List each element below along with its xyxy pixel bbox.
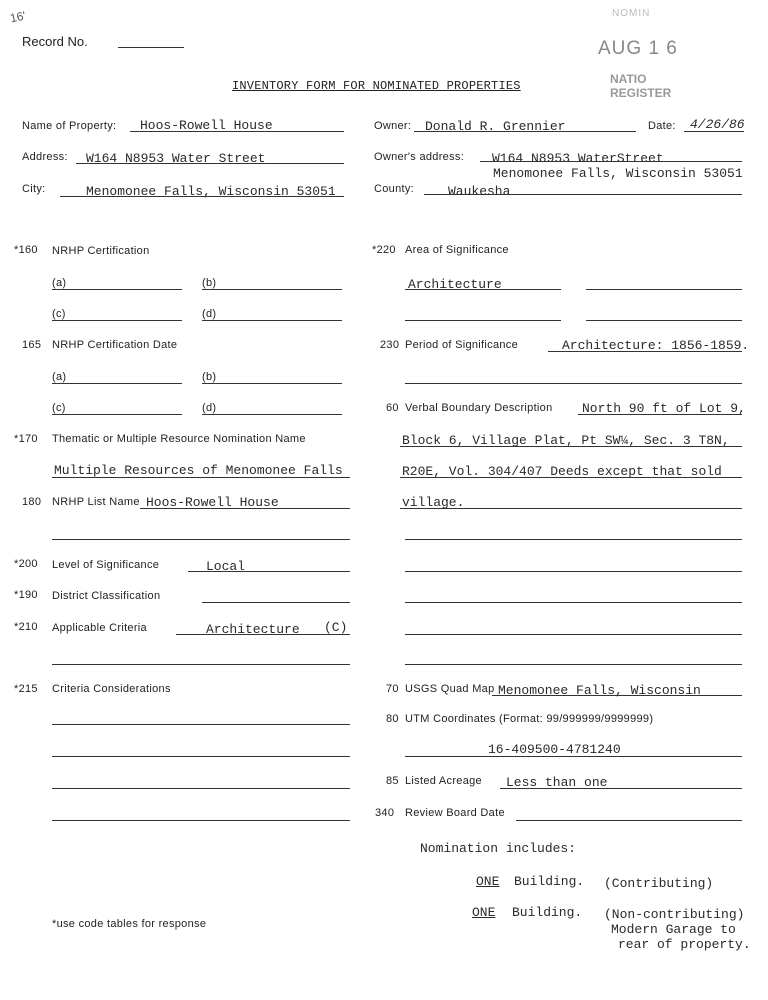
name-line	[130, 131, 344, 132]
owner-address-line	[480, 161, 742, 162]
f220-line-2a	[405, 320, 561, 321]
f160-a-line	[52, 289, 182, 290]
f165-d-label: (d)	[202, 402, 217, 414]
f215-label: Criteria Considerations	[52, 683, 171, 695]
f215-line-1	[52, 724, 350, 725]
date-label: Date:	[648, 120, 676, 132]
date-line	[684, 131, 744, 132]
f80-line	[405, 756, 742, 757]
f220-value: Architecture	[408, 277, 502, 292]
owner-label: Owner:	[374, 120, 412, 132]
f190-line	[202, 602, 350, 603]
f230-line	[548, 351, 742, 352]
f60-value-line1: North 90 ft of Lot 9,	[582, 401, 746, 416]
nom2-type: Building.	[512, 905, 583, 920]
f190-label: District Classification	[52, 590, 161, 602]
f160-d-line	[202, 320, 342, 321]
f80-label: UTM Coordinates (Format: 99/999999/9999999)	[405, 713, 654, 725]
f70-value: Menomonee Falls, Wisconsin	[498, 683, 701, 698]
nom2-note-line2: rear of property.	[618, 937, 751, 952]
city-line	[60, 196, 344, 197]
f210-line	[176, 634, 350, 635]
f230-label: Period of Significance	[405, 339, 518, 351]
f60-line-6	[405, 571, 742, 572]
f160-a-label: (a)	[52, 277, 67, 289]
nom2-note-line1: Modern Garage to	[611, 922, 736, 937]
owner-address-line1: W164 N8953 WaterStreet	[492, 151, 664, 166]
f165-number: 165	[22, 339, 42, 351]
address-label: Address:	[22, 151, 68, 163]
f215-number: *215	[14, 683, 38, 695]
f165-a-line	[52, 383, 182, 384]
footnote: *use code tables for response	[52, 918, 207, 930]
f60-line-2	[400, 446, 742, 447]
f60-line-5	[405, 539, 742, 540]
f215-line-4	[52, 820, 350, 821]
f180-extra-line	[52, 539, 350, 540]
f230-value: Architecture: 1856-1859.	[562, 338, 750, 353]
f160-b-label: (b)	[202, 277, 217, 289]
form-title: INVENTORY FORM FOR NOMINATED PROPERTIES	[232, 79, 521, 93]
f70-number: 70	[386, 683, 399, 695]
f220-label: Area of Significance	[405, 244, 509, 256]
owner-value: Donald R. Grennier	[425, 119, 566, 134]
f60-line-7	[405, 602, 742, 603]
f60-number: 60	[386, 402, 399, 414]
f230-number: 230	[380, 339, 400, 351]
f60-line-1	[578, 414, 742, 415]
f210-label: Applicable Criteria	[52, 622, 147, 634]
f80-number: 80	[386, 713, 399, 725]
f160-c-label: (c)	[52, 308, 66, 320]
city-value: Menomonee Falls, Wisconsin 53051	[86, 184, 336, 199]
f340-line	[516, 820, 742, 821]
nom2-count: ONE	[472, 905, 496, 920]
nomination-title: Nomination includes:	[420, 841, 577, 856]
address-line	[76, 163, 344, 164]
f165-d-line	[202, 414, 342, 415]
f60-line-4	[400, 508, 742, 509]
f220-line-1b	[586, 289, 742, 290]
nom1-count: ONE	[476, 874, 500, 889]
city-label: City:	[22, 183, 46, 195]
f60-value-line4: village.	[402, 495, 465, 510]
stamp-top-text: NOMIN	[612, 8, 651, 19]
f180-value: Hoos-Rowell House	[146, 495, 279, 510]
f210-code: (C)	[324, 620, 348, 635]
county-label: County:	[374, 183, 415, 195]
f170-label: Thematic or Multiple Resource Nomination Name	[52, 433, 306, 445]
f170-value: Multiple Resources of Menomonee Falls	[54, 463, 343, 478]
f60-line-8	[405, 634, 742, 635]
f165-label: NRHP Certification Date	[52, 339, 178, 351]
stamp-national: NATIO	[610, 72, 647, 86]
f180-line	[140, 508, 350, 509]
f165-c-line	[52, 414, 182, 415]
f160-b-line	[202, 289, 342, 290]
f165-b-line	[202, 383, 342, 384]
name-value: Hoos-Rowell House	[140, 118, 273, 133]
f200-label: Level of Significance	[52, 559, 160, 571]
f340-label: Review Board Date	[405, 807, 505, 819]
county-value: Waukesha	[448, 184, 511, 199]
f170-number: *170	[14, 433, 38, 445]
f210-extra-line	[52, 664, 350, 665]
f200-value: Local	[206, 559, 246, 574]
f60-value-line2: Block 6, Village Plat, Pt SW¼, Sec. 3 T8N,	[402, 433, 730, 448]
f160-c-line	[52, 320, 182, 321]
f220-line-2b	[586, 320, 742, 321]
f165-c-label: (c)	[52, 402, 66, 414]
f60-line-9	[405, 664, 742, 665]
f60-label: Verbal Boundary Description	[405, 402, 553, 414]
owner-line	[414, 131, 636, 132]
record-no-label: Record No.	[22, 34, 88, 49]
f160-number: *160	[14, 244, 38, 256]
stamp-register: REGISTER	[610, 86, 672, 100]
f160-label: NRHP Certification	[52, 245, 150, 257]
f230-extra-line	[405, 383, 742, 384]
nom2-status: (Non-contributing)	[604, 907, 745, 922]
nom1-status: (Contributing)	[604, 876, 714, 891]
address-value: W164 N8953 Water Street	[86, 151, 266, 166]
f160-d-label: (d)	[202, 308, 217, 320]
f85-line	[500, 788, 742, 789]
f170-line	[52, 477, 350, 478]
f210-value: Architecture	[206, 622, 300, 637]
f60-line-3	[400, 477, 742, 478]
f80-value: 16-409500-4781240	[488, 742, 621, 757]
name-label: Name of Property:	[22, 120, 117, 132]
f220-number: *220	[372, 244, 396, 256]
date-value: 4/26/86	[690, 117, 745, 132]
f165-b-label: (b)	[202, 371, 217, 383]
f85-label: Listed Acreage	[405, 775, 482, 787]
record-no-line	[118, 47, 184, 48]
owner-address-label: Owner's address:	[374, 151, 465, 163]
f180-number: 180	[22, 496, 42, 508]
f220-line-1a	[405, 289, 561, 290]
f215-line-2	[52, 756, 350, 757]
f85-number: 85	[386, 775, 399, 787]
f190-number: *190	[14, 589, 38, 601]
f180-label: NRHP List Name	[52, 496, 140, 508]
f200-line	[188, 571, 350, 572]
nom1-type: Building.	[514, 874, 585, 889]
f200-number: *200	[14, 558, 38, 570]
corner-handwritten-mark: 16'	[8, 8, 27, 26]
stamp-date: AUG 1 6	[598, 38, 678, 59]
county-line	[424, 194, 742, 195]
f340-number: 340	[375, 807, 395, 819]
f210-number: *210	[14, 621, 38, 633]
f70-line	[492, 695, 742, 696]
f215-line-3	[52, 788, 350, 789]
owner-address-line2: Menomonee Falls, Wisconsin 53051	[493, 166, 743, 181]
f60-value-line3: R20E, Vol. 304/407 Deeds except that sold	[402, 464, 722, 479]
f85-value: Less than one	[506, 775, 608, 790]
f70-label: USGS Quad Map	[405, 683, 495, 695]
f165-a-label: (a)	[52, 371, 67, 383]
